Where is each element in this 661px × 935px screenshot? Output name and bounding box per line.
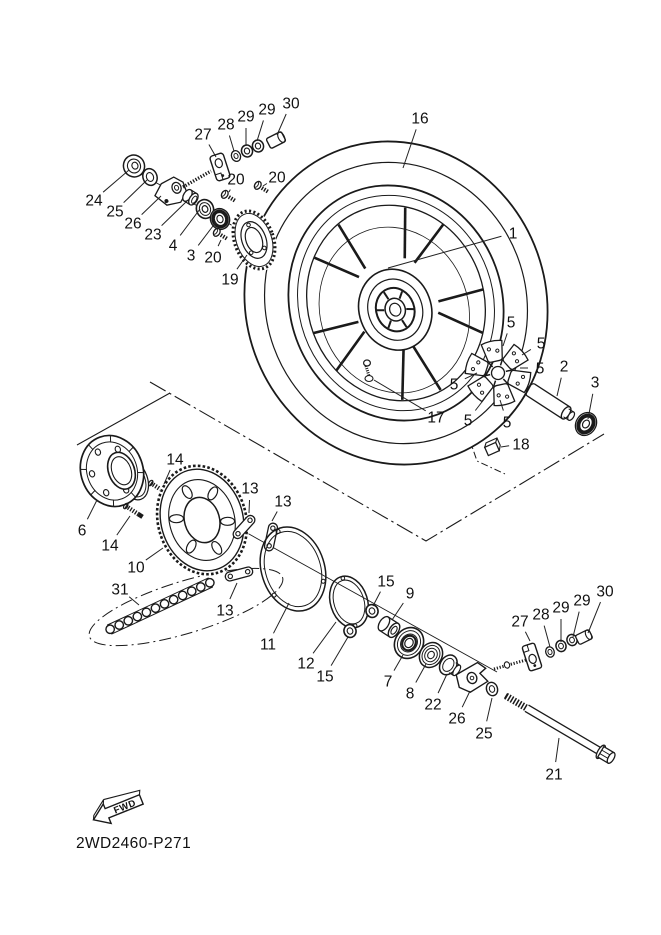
part-callout-15[interactable]: 15 bbox=[377, 573, 395, 591]
leader-line-21-45 bbox=[556, 738, 559, 762]
part-callout-23[interactable]: 23 bbox=[144, 226, 162, 244]
leader-line-7-40 bbox=[394, 655, 403, 671]
part-callout-15[interactable]: 15 bbox=[316, 668, 334, 686]
leader-line-28-47 bbox=[544, 626, 550, 647]
leader-line-4-4 bbox=[180, 209, 200, 235]
part-callout-14[interactable]: 14 bbox=[101, 537, 119, 555]
leader-line-10-30 bbox=[146, 548, 163, 560]
part-callout-5[interactable]: 5 bbox=[449, 376, 459, 394]
collar-30-top[interactable] bbox=[266, 131, 287, 149]
part-callout-11[interactable]: 11 bbox=[259, 636, 277, 654]
sprocket-hub-6[interactable] bbox=[71, 427, 154, 516]
part-callout-27[interactable]: 27 bbox=[194, 126, 212, 144]
leader-line-8-41 bbox=[416, 664, 426, 682]
part-callout-7[interactable]: 7 bbox=[383, 673, 393, 691]
leader-line-15-38 bbox=[373, 592, 380, 606]
part-callout-25[interactable]: 25 bbox=[106, 203, 124, 221]
leader-line-20-6 bbox=[218, 240, 221, 246]
washer-28-bottom[interactable] bbox=[544, 646, 555, 658]
washer-28-top[interactable] bbox=[230, 149, 242, 162]
part-callout-25[interactable]: 25 bbox=[475, 725, 493, 743]
leader-line-26-43 bbox=[462, 691, 470, 707]
part-callout-13[interactable]: 13 bbox=[216, 602, 234, 620]
adjust-block-27-bottom[interactable] bbox=[522, 643, 542, 672]
part-callout-4[interactable]: 4 bbox=[168, 237, 178, 255]
part-callout-3[interactable]: 3 bbox=[590, 374, 600, 392]
fwd-arrow bbox=[88, 786, 147, 829]
link-13-b[interactable] bbox=[264, 522, 279, 551]
part-callout-13[interactable]: 13 bbox=[241, 480, 259, 498]
part-callout-5[interactable]: 5 bbox=[535, 360, 545, 378]
part-callout-8[interactable]: 8 bbox=[405, 685, 415, 703]
part-callout-28[interactable]: 28 bbox=[532, 606, 550, 624]
part-callout-29[interactable]: 29 bbox=[237, 108, 255, 126]
part-callout-9[interactable]: 9 bbox=[405, 585, 415, 603]
damper-rubber-18[interactable] bbox=[483, 438, 502, 456]
leader-line-22-42 bbox=[438, 674, 447, 693]
leader-line-13-32 bbox=[249, 500, 250, 513]
part-callout-12[interactable]: 12 bbox=[297, 655, 315, 673]
part-callout-19[interactable]: 19 bbox=[221, 271, 239, 289]
part-callout-21[interactable]: 21 bbox=[545, 766, 563, 784]
part-callout-6[interactable]: 6 bbox=[77, 522, 87, 540]
part-callout-29[interactable]: 29 bbox=[552, 599, 570, 617]
leader-line-6-27 bbox=[87, 500, 97, 519]
leader-line-25-44 bbox=[487, 698, 492, 721]
part-callout-26[interactable]: 26 bbox=[448, 710, 466, 728]
part-callout-13[interactable]: 13 bbox=[274, 493, 292, 511]
adjuster-nut-small[interactable] bbox=[504, 661, 511, 669]
retainer-ring-11[interactable] bbox=[250, 518, 336, 619]
part-callout-29[interactable]: 29 bbox=[573, 592, 591, 610]
part-callout-31[interactable]: 31 bbox=[111, 581, 129, 599]
leader-line-25-1 bbox=[124, 180, 147, 203]
part-callout-5[interactable]: 5 bbox=[506, 314, 516, 332]
part-callout-20[interactable]: 20 bbox=[227, 171, 245, 189]
part-callout-3[interactable]: 3 bbox=[186, 247, 196, 265]
part-callout-24[interactable]: 24 bbox=[85, 192, 103, 210]
leader-line-29-49 bbox=[573, 612, 579, 637]
part-callout-14[interactable]: 14 bbox=[166, 451, 184, 469]
leader-line-28-9 bbox=[229, 136, 234, 151]
leader-line-12-36 bbox=[313, 622, 336, 653]
leader-line-18-26 bbox=[501, 446, 509, 447]
part-callout-5[interactable]: 5 bbox=[502, 414, 512, 432]
part-callout-26[interactable]: 26 bbox=[124, 215, 142, 233]
retainer-ring-12[interactable] bbox=[323, 571, 375, 633]
rear-wheel[interactable] bbox=[199, 99, 592, 508]
washer-25-bottom[interactable] bbox=[485, 681, 500, 697]
part-callout-20[interactable]: 20 bbox=[268, 169, 286, 187]
bearing-3-right[interactable] bbox=[571, 408, 601, 439]
leader-line-11-35 bbox=[273, 603, 289, 633]
part-callout-18[interactable]: 18 bbox=[512, 436, 530, 454]
part-callout-30[interactable]: 30 bbox=[282, 95, 300, 113]
sheet-edge-line bbox=[77, 393, 170, 445]
part-callout-10[interactable]: 10 bbox=[127, 559, 145, 577]
part-callout-5[interactable]: 5 bbox=[463, 412, 473, 430]
leader-line-13-33 bbox=[272, 512, 277, 521]
leader-line-14-29 bbox=[117, 516, 130, 535]
adjuster-bolt-top bbox=[183, 171, 211, 187]
leader-line-15-37 bbox=[331, 637, 348, 666]
leader-line-13-34 bbox=[230, 583, 237, 599]
leader-line-24-0 bbox=[103, 170, 129, 192]
leader-line-2-24 bbox=[557, 378, 561, 396]
part-callout-22[interactable]: 22 bbox=[424, 696, 442, 714]
part-callout-20[interactable]: 20 bbox=[204, 249, 222, 267]
leader-line-29-11 bbox=[257, 120, 263, 141]
part-callout-27[interactable]: 27 bbox=[511, 613, 529, 631]
wheel-axle-21[interactable] bbox=[502, 690, 617, 766]
collar-30-bottom[interactable] bbox=[575, 629, 593, 645]
axle-collar-2[interactable] bbox=[524, 382, 577, 423]
part-callout-17[interactable]: 17 bbox=[427, 409, 445, 427]
leader-line-26-2 bbox=[142, 196, 161, 215]
part-callout-2[interactable]: 2 bbox=[559, 358, 569, 376]
diagram-code: 2WD2460-P271 bbox=[76, 835, 192, 852]
leader-line-9-39 bbox=[392, 603, 403, 620]
part-callout-30[interactable]: 30 bbox=[596, 583, 614, 601]
fwd-label: FWD bbox=[112, 797, 138, 817]
part-callout-28[interactable]: 28 bbox=[217, 116, 235, 134]
leader-line-27-46 bbox=[525, 632, 530, 641]
part-callout-16[interactable]: 16 bbox=[411, 110, 429, 128]
leader-line-20-13 bbox=[229, 190, 230, 192]
part-callout-29[interactable]: 29 bbox=[258, 101, 276, 119]
part-callout-1[interactable]: 1 bbox=[508, 225, 518, 243]
part-callout-5[interactable]: 5 bbox=[536, 335, 546, 353]
leader-line-20-14 bbox=[263, 183, 267, 186]
